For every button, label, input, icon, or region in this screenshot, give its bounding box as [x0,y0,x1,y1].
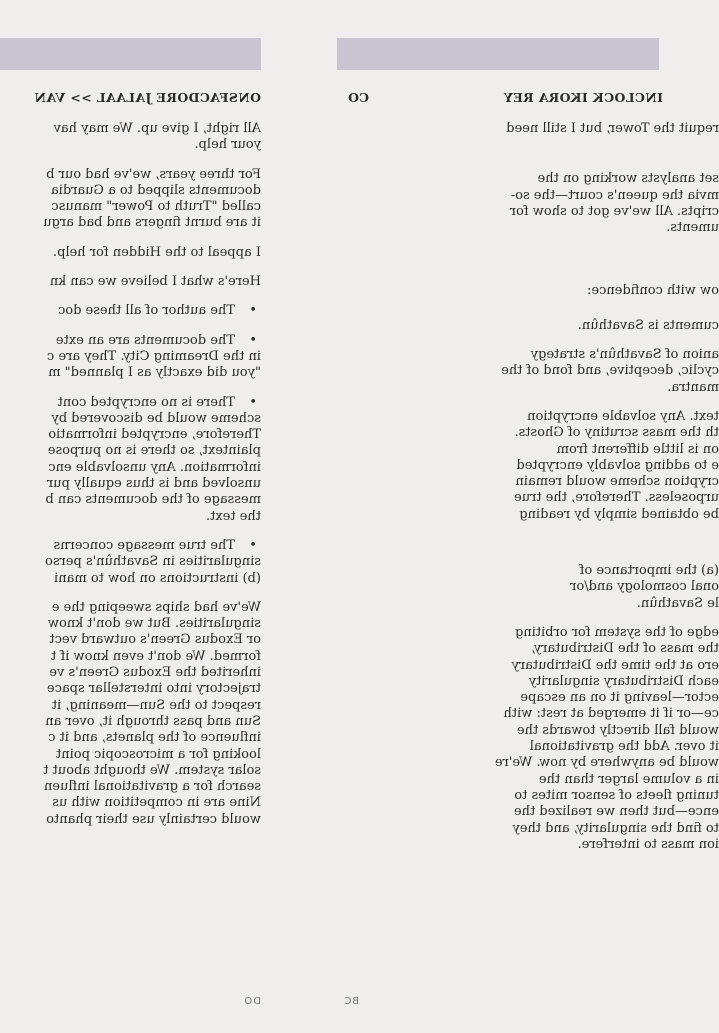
text-line: ce—or if it emerged at rest: with [503,706,719,722]
text-line: tuning fleets of sensor mites to [514,787,719,803]
running-header: ONSFACDORE JALAAL >> VAN [34,90,261,105]
text-line: to find the singularity, and they [512,820,719,836]
text-line: mvia the queen's court—the so- [510,187,719,203]
text-line: solar system. We thought about t [43,762,261,778]
paragraph [0,167,261,232]
text-line: would be anywhere by now. We're [494,755,719,771]
bullet-item [0,395,261,525]
text-line: Here's what I believe we can kn [49,274,261,290]
text-line: formed. We don't even know if t [51,648,261,664]
text-line: cuments is Savathûn. [577,317,719,333]
text-line: For three years, we've had our b [46,166,261,182]
text-line: in the Dreaming City. They are c [47,348,261,364]
paragraph [0,600,261,828]
text-line: • There is no encrypted cont [57,394,235,410]
text-line: would fall directly towards the [516,722,719,738]
text-line: • The true message concerns [53,537,235,553]
text-line: mantra. [667,379,719,395]
running-header-fragment: CO [348,90,369,105]
text-line: trajectory into interstellar space [46,681,261,697]
text-line: ence—but then we realized the [513,804,719,820]
paragraph [397,283,719,299]
text-line: documents slipped to a Guardia [50,182,261,198]
text-line: requit the Tower, but I still need [506,121,719,136]
text-line: inherited the Exodus Green's ve [49,665,261,681]
text-line: (a) the importance of [579,563,719,579]
paragraph [397,347,719,396]
text-line: I appeal to the Hidden for help. [53,244,261,260]
text-line: ero at the time the Distributary [511,657,719,673]
text-line: All right, I give up. We may hav [53,121,261,136]
text-line: information. Any unsolvable enc [48,459,261,475]
text-line: called "Truth to Power" manusc [51,199,261,215]
text-line: ector—leaving it on an escape [520,690,719,706]
text-line: ion mass to interfere. [577,836,719,852]
text-line: • The documents are an exte [55,332,235,348]
paragraph [397,409,719,523]
text-line: or Exodus Green's outward vect [49,632,261,648]
text-column [0,121,261,841]
header-band [337,38,659,70]
text-line: (b) instructions on how to mani [54,570,261,586]
text-line: would certainly use their phanto [46,811,261,827]
text-line: "you did exactly as I planned" m [48,365,261,381]
text-line: the mass of the Distributary, [531,641,719,657]
text-line: looking for a microscopic point [56,746,261,762]
bullet-item [0,303,261,319]
text-line: respect to the Sun—meaning, it [51,697,261,713]
text-line: singularities in Savathûn's perso [45,554,261,570]
text-column [397,121,719,866]
text-line: Therefore, encrypted informatio [48,427,261,443]
running-header: INCLOCK IKORA REY [503,90,663,105]
text-line: each Distributary singularity [528,673,719,689]
paragraph [397,121,719,137]
text-line: set analysts working on the [537,171,719,187]
text-line: plaintext, so there is no purpose [47,443,261,459]
text-line: cyclic, deceptive, and fond of the [501,363,719,379]
text-line: scheme would be discovered by [51,410,261,426]
text-line: We've had ships sweeping the e [51,599,261,615]
text-line: onal cosmology and/or [570,579,719,595]
text-line: it are burnt fingers and bad argu [43,215,261,231]
paragraph [397,171,719,236]
text-line: Nine are in competition with us [52,795,261,811]
bullet-item [0,538,261,587]
text-line: le Savathûn. [636,595,719,611]
paragraph [0,274,261,290]
text-line: unsolved and is thus equally pur [46,476,261,492]
header-band [0,38,261,70]
text-line: it over. Add the gravitational [529,739,719,755]
page-footer: DO [243,996,261,1007]
text-line: cripts. All we've got to show for [509,203,719,219]
text-line: text. Any solvable encryption [527,408,719,424]
text-line: in a volume larger than the [538,771,719,787]
text-line: search for a gravitational influen [43,779,261,795]
bullet-item [0,333,261,382]
text-line: be obtained simply by reading [519,506,719,522]
text-line: message of the documents can b [45,492,261,508]
paragraph [397,318,719,334]
text-line: • The author of all these doc [58,303,235,319]
text-line: ow with confidence: [587,283,719,299]
text-line: on is little different from [556,441,719,457]
left-page [0,0,261,1033]
text-line: the text. [205,508,261,524]
text-line: influence of the planets, and it c [48,730,261,746]
text-line: your help. [194,137,261,153]
text-line: anion of Savathûn's strategy [530,347,719,363]
text-line: cryption scheme would remain [515,474,719,490]
text-line: uments. [666,220,719,236]
text-line: th the mass scrutiny of Ghosts. [514,425,719,441]
paragraph [397,625,719,853]
text-line: urposeless. Therefore, the true [514,490,719,506]
text-line: edge of the system for orbiting [514,624,719,640]
paragraph [0,245,261,261]
paragraph [397,563,719,612]
page-footer: BC [343,996,359,1007]
text-line: e to adding solvably encrypted [516,457,719,473]
text-line: Sun and pass through it, over an [45,713,261,729]
paragraph [0,121,261,154]
right-page [337,0,719,1033]
text-line: singularities. But we don't know [47,616,261,632]
